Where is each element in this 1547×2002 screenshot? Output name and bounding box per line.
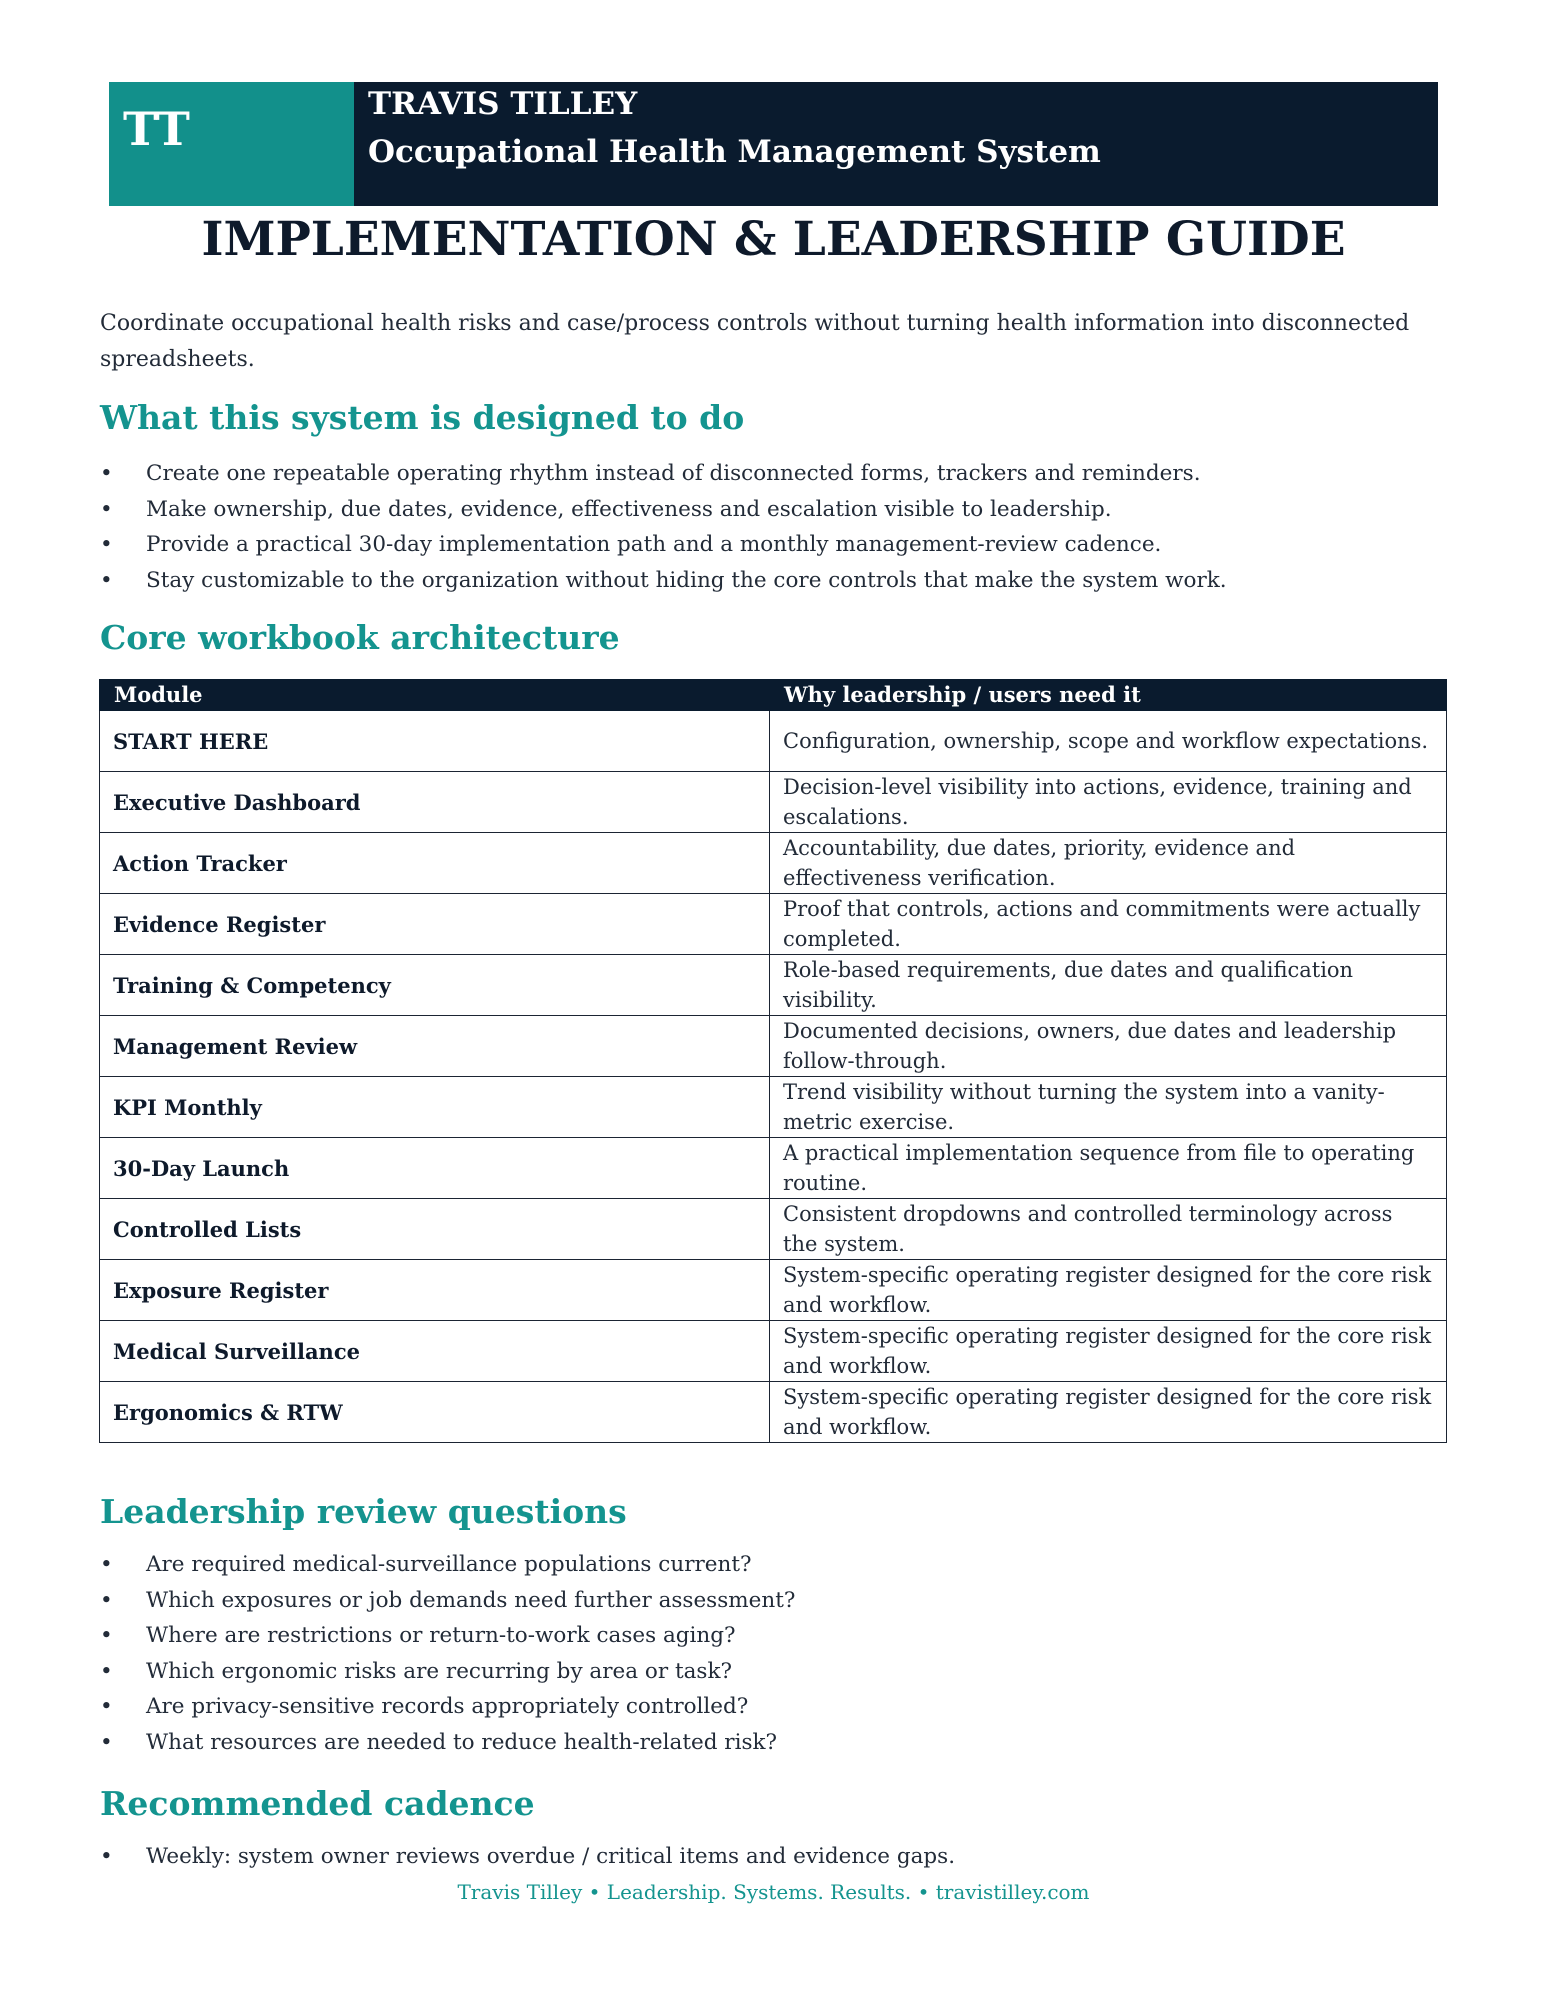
module-cell: Action Tracker xyxy=(100,833,770,894)
document-header xyxy=(109,82,1438,206)
section-heading-cadence: Recommended cadence xyxy=(100,1784,535,1823)
list-item: • Weekly: system owner reviews overdue / critical items and evidence gaps. xyxy=(100,1839,1440,1875)
section-heading-designed: What this system is designed to do xyxy=(100,398,745,437)
why-cell: Configuration, ownership, scope and workflow expectations. xyxy=(770,711,1447,772)
list-item: • Are privacy-sensitive records appropriately controlled? xyxy=(100,1689,1440,1725)
module-cell: Evidence Register xyxy=(100,894,770,955)
table-row xyxy=(100,772,1447,833)
table-row xyxy=(100,1382,1447,1443)
why-cell: Decision-level visibility into actions, evidence, training and escalations. xyxy=(770,772,1447,833)
list-item: • What resources are needed to reduce health-related risk? xyxy=(100,1725,1440,1761)
designed-list xyxy=(100,456,1440,598)
table-row xyxy=(100,1016,1447,1077)
table-row xyxy=(100,1321,1447,1382)
module-cell: 30-Day Launch xyxy=(100,1138,770,1199)
column-header-module: Module xyxy=(100,680,770,711)
why-cell: System-specific operating register designed for the core risk and workflow. xyxy=(770,1321,1447,1382)
why-cell: Consistent dropdowns and controlled terminology across the system. xyxy=(770,1199,1447,1260)
logo-badge xyxy=(109,82,354,206)
section-heading-questions: Leadership review questions xyxy=(100,1492,627,1531)
list-item: • Are required medical-surveillance populations current? xyxy=(100,1547,1440,1583)
document-title: IMPLEMENTATION & LEADERSHIP GUIDE xyxy=(201,212,1346,267)
list-item: • Stay customizable to the organization without hiding the core controls that make the system work. xyxy=(100,563,1440,599)
logo-initials: TT xyxy=(123,102,190,156)
table-row xyxy=(100,833,1447,894)
table-row xyxy=(100,1199,1447,1260)
why-cell: Proof that controls, actions and commitments were actually completed. xyxy=(770,894,1447,955)
why-cell: Role-based requirements, due dates and qualification visibility. xyxy=(770,955,1447,1016)
list-item: • Which exposures or job demands need further assessment? xyxy=(100,1583,1440,1619)
why-cell: Trend visibility without turning the system into a vanity-metric exercise. xyxy=(770,1077,1447,1138)
module-cell: Medical Surveillance xyxy=(100,1321,770,1382)
list-item: • Create one repeatable operating rhythm instead of disconnected forms, trackers and reminders. xyxy=(100,456,1440,492)
module-cell: START HERE xyxy=(100,711,770,772)
list-item: • Make ownership, due dates, evidence, effectiveness and escalation visible to leadership. xyxy=(100,492,1440,528)
table-header-row xyxy=(100,680,1447,711)
table-row xyxy=(100,894,1447,955)
list-item: • Where are restrictions or return-to-work cases aging? xyxy=(100,1618,1440,1654)
architecture-table xyxy=(99,679,1447,1443)
list-item: • Provide a practical 30-day implementation path and a monthly management-review cadence. xyxy=(100,527,1440,563)
why-cell: System-specific operating register designed for the core risk and workflow. xyxy=(770,1382,1447,1443)
why-cell: System-specific operating register designed for the core risk and workflow. xyxy=(770,1260,1447,1321)
module-cell: Training & Competency xyxy=(100,955,770,1016)
brand-banner xyxy=(354,82,1438,206)
module-cell: Ergonomics & RTW xyxy=(100,1382,770,1443)
module-cell: Management Review xyxy=(100,1016,770,1077)
intro-paragraph: Coordinate occupational health risks and case/process controls without turning health information into disconnected spreadsheets. xyxy=(100,311,1410,372)
why-cell: Documented decisions, owners, due dates and leadership follow-through. xyxy=(770,1016,1447,1077)
why-cell: A practical implementation sequence from file to operating routine. xyxy=(770,1138,1447,1199)
system-name: Occupational Health Management System xyxy=(368,134,1101,170)
column-header-why: Why leadership / users need it xyxy=(770,680,1447,711)
list-item: • Which ergonomic risks are recurring by area or task? xyxy=(100,1654,1440,1690)
table-row xyxy=(100,1138,1447,1199)
why-cell: Accountability, due dates, priority, evidence and effectiveness verification. xyxy=(770,833,1447,894)
module-cell: KPI Monthly xyxy=(100,1077,770,1138)
module-cell: Exposure Register xyxy=(100,1260,770,1321)
page-footer: Travis Tilley • Leadership. Systems. Results. • travistilley.com xyxy=(457,1880,1090,1904)
table-row xyxy=(100,1260,1447,1321)
module-cell: Controlled Lists xyxy=(100,1199,770,1260)
section-heading-architecture: Core workbook architecture xyxy=(100,618,620,657)
author-name: TRAVIS TILLEY xyxy=(368,86,638,122)
table-row xyxy=(100,711,1447,772)
cadence-list xyxy=(100,1839,1440,1875)
table-row xyxy=(100,955,1447,1016)
questions-list xyxy=(100,1547,1440,1760)
table-row xyxy=(100,1077,1447,1138)
module-cell: Executive Dashboard xyxy=(100,772,770,833)
